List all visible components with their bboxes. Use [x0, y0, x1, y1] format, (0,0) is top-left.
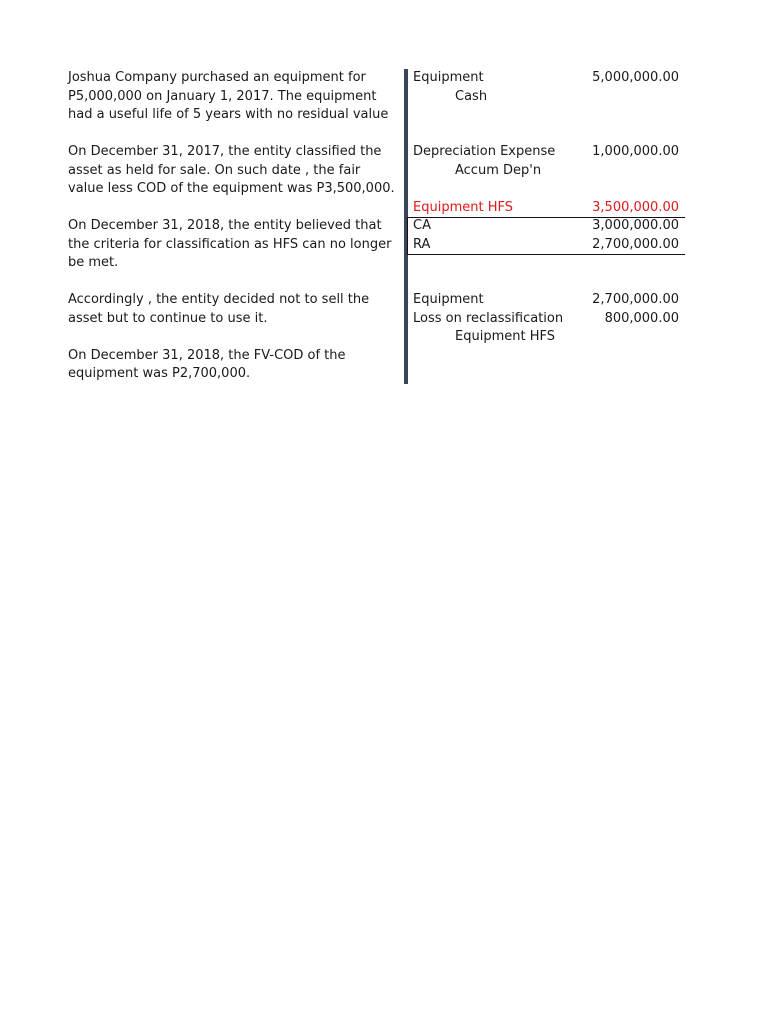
journal-line	[413, 69, 685, 88]
account-label: CA	[413, 218, 431, 233]
problem-paragraph-1: Joshua Company purchased an equipment for P5,000,000 on January 1, 2017. The equipment had a useful life of 5 years with no residual value	[68, 70, 389, 122]
credit-account: Cash	[455, 88, 488, 104]
journal-line	[413, 291, 685, 310]
problem-paragraph-4: Accordingly , the entity decided not to sell the asset but to continue to use it.	[68, 292, 370, 326]
problem-paragraph-2: On December 31, 2017, the entity classified the asset as held for sale. On such date , the fair value less COD of the equipment was P3,500,000.	[68, 144, 395, 196]
debit-account: Equipment	[413, 70, 484, 85]
journal-line	[413, 236, 685, 255]
debit-amount: 1,000,000.00	[592, 144, 679, 159]
debit-amount: 3,500,000.00	[592, 199, 679, 215]
journal-line	[413, 143, 685, 162]
problem-text	[68, 69, 398, 384]
account-amount: 3,000,000.00	[592, 218, 679, 233]
journal-line	[413, 328, 685, 347]
problem-paragraph-5: On December 31, 2018, the FV-COD of the equipment was P2,700,000.	[68, 347, 346, 381]
debit-account: Equipment HFS	[413, 199, 513, 215]
problem-paragraph-3: On December 31, 2018, the entity believed that the criteria for classification as HFS can no longer be met.	[68, 218, 392, 270]
journal-line-highlighted	[413, 199, 685, 218]
account-amount: 2,700,000.00	[592, 236, 679, 252]
journal-line	[413, 217, 685, 236]
journal-line	[413, 162, 685, 181]
debit-amount: 5,000,000.00	[592, 70, 679, 85]
account-label: RA	[413, 236, 431, 252]
journal-line	[413, 88, 685, 107]
credit-account: Accum Dep'n	[455, 162, 542, 178]
debit-account: Loss on reclassification	[413, 310, 564, 326]
debit-account: Equipment	[413, 292, 484, 307]
journal-line	[413, 310, 685, 329]
credit-account: Equipment HFS	[455, 329, 555, 344]
debit-account: Depreciation Expense	[413, 144, 556, 159]
debit-amount: 2,700,000.00	[592, 292, 679, 307]
debit-amount: 800,000.00	[604, 310, 679, 326]
